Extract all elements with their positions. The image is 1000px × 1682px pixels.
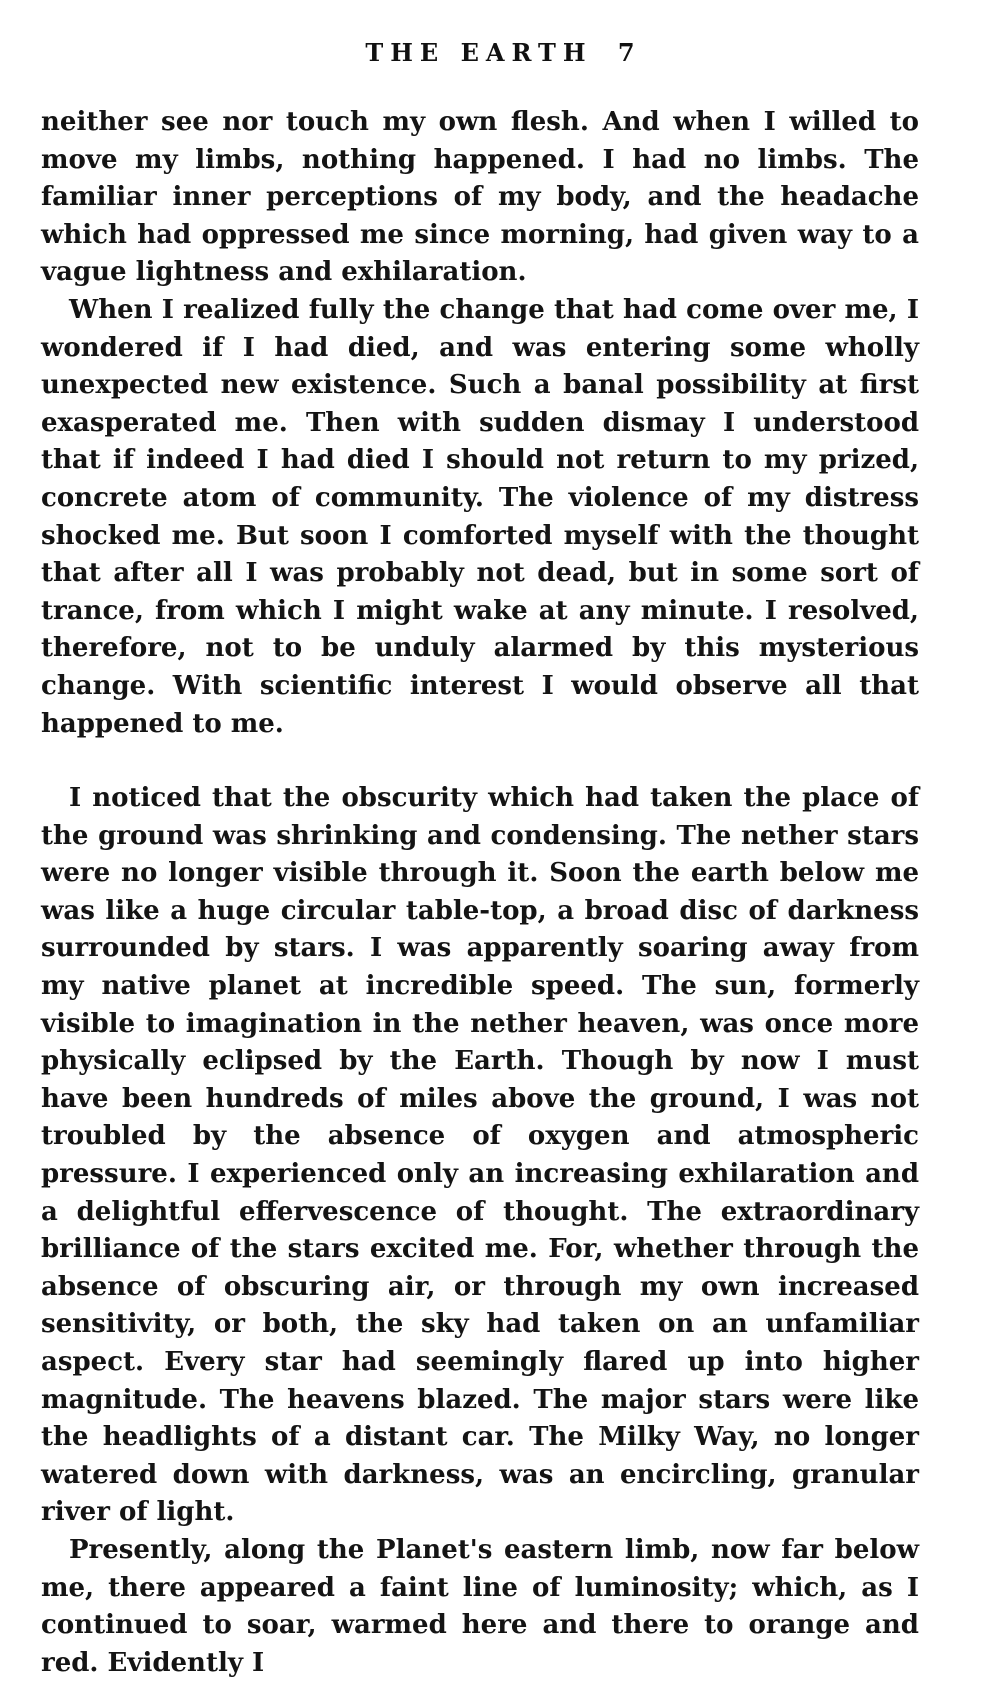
running-title: THE EARTH: [365, 38, 593, 67]
paragraph-continued: neither see nor touch my own flesh. And when I willed to move my limbs, nothing happened. I had no limbs. The familiar inner perceptions of my body, and the headache which had oppressed me since morning, had given way to a vague lightness and exhilaration.: [41, 107, 919, 288]
body-text: [41, 104, 919, 1682]
paragraph: Presently, along the Planet's eastern limb, now far below me, there appeared a faint line of luminosity; which, as I continued to soar, warmed here and there to orange and red. Evidently I: [41, 1534, 919, 1678]
section-break: [41, 743, 919, 780]
page-number: 7: [617, 38, 635, 67]
running-head: [0, 38, 1000, 67]
paragraph: I noticed that the obscurity which had taken the place of the ground was shrinking and condensing. The nether stars were no longer visible through it. Soon the earth below me was like a huge circular table-top, a broad disc of darkness surrounded by stars. I was apparently soaring away from my native planet at incredible speed. The sun, formerly visible to imagination in the nether heaven, was once more physically eclipsed by the Earth. Though by now I must have been hundreds of miles above the ground, I was not troubled by the absence of oxygen and atmospheric pressure. I experienced only an increasing exhilaration and a delightful effervescence of thought. The extraordinary brilliance of the stars excited me. For, whether through the absence of obscuring air, or through my own increased sensitivity, or both, the sky had taken on an unfamiliar aspect. Every star had seemingly flared up into higher magnitude. The heavens blazed. The major stars were like the headlights of a distant car. The Milky Way, no longer watered down with darkness, was an encircling, granular river of light.: [41, 783, 919, 1528]
paragraph: When I realized fully the change that had come over me, I wondered if I had died, and was entering some wholly unexpected new existence. Such a banal possibility at first exasperated me. Then with sudden dismay I understood that if indeed I had died I should not return to my prized, concrete atom of community. The violence of my distress shocked me. But soon I comforted myself with the thought that after all I was probably not dead, but in some sort of trance, from which I might wake at any minute. I resolved, therefore, not to be unduly alarmed by this mysterious change. With scientific interest I would observe all that happened to me.: [41, 294, 919, 739]
